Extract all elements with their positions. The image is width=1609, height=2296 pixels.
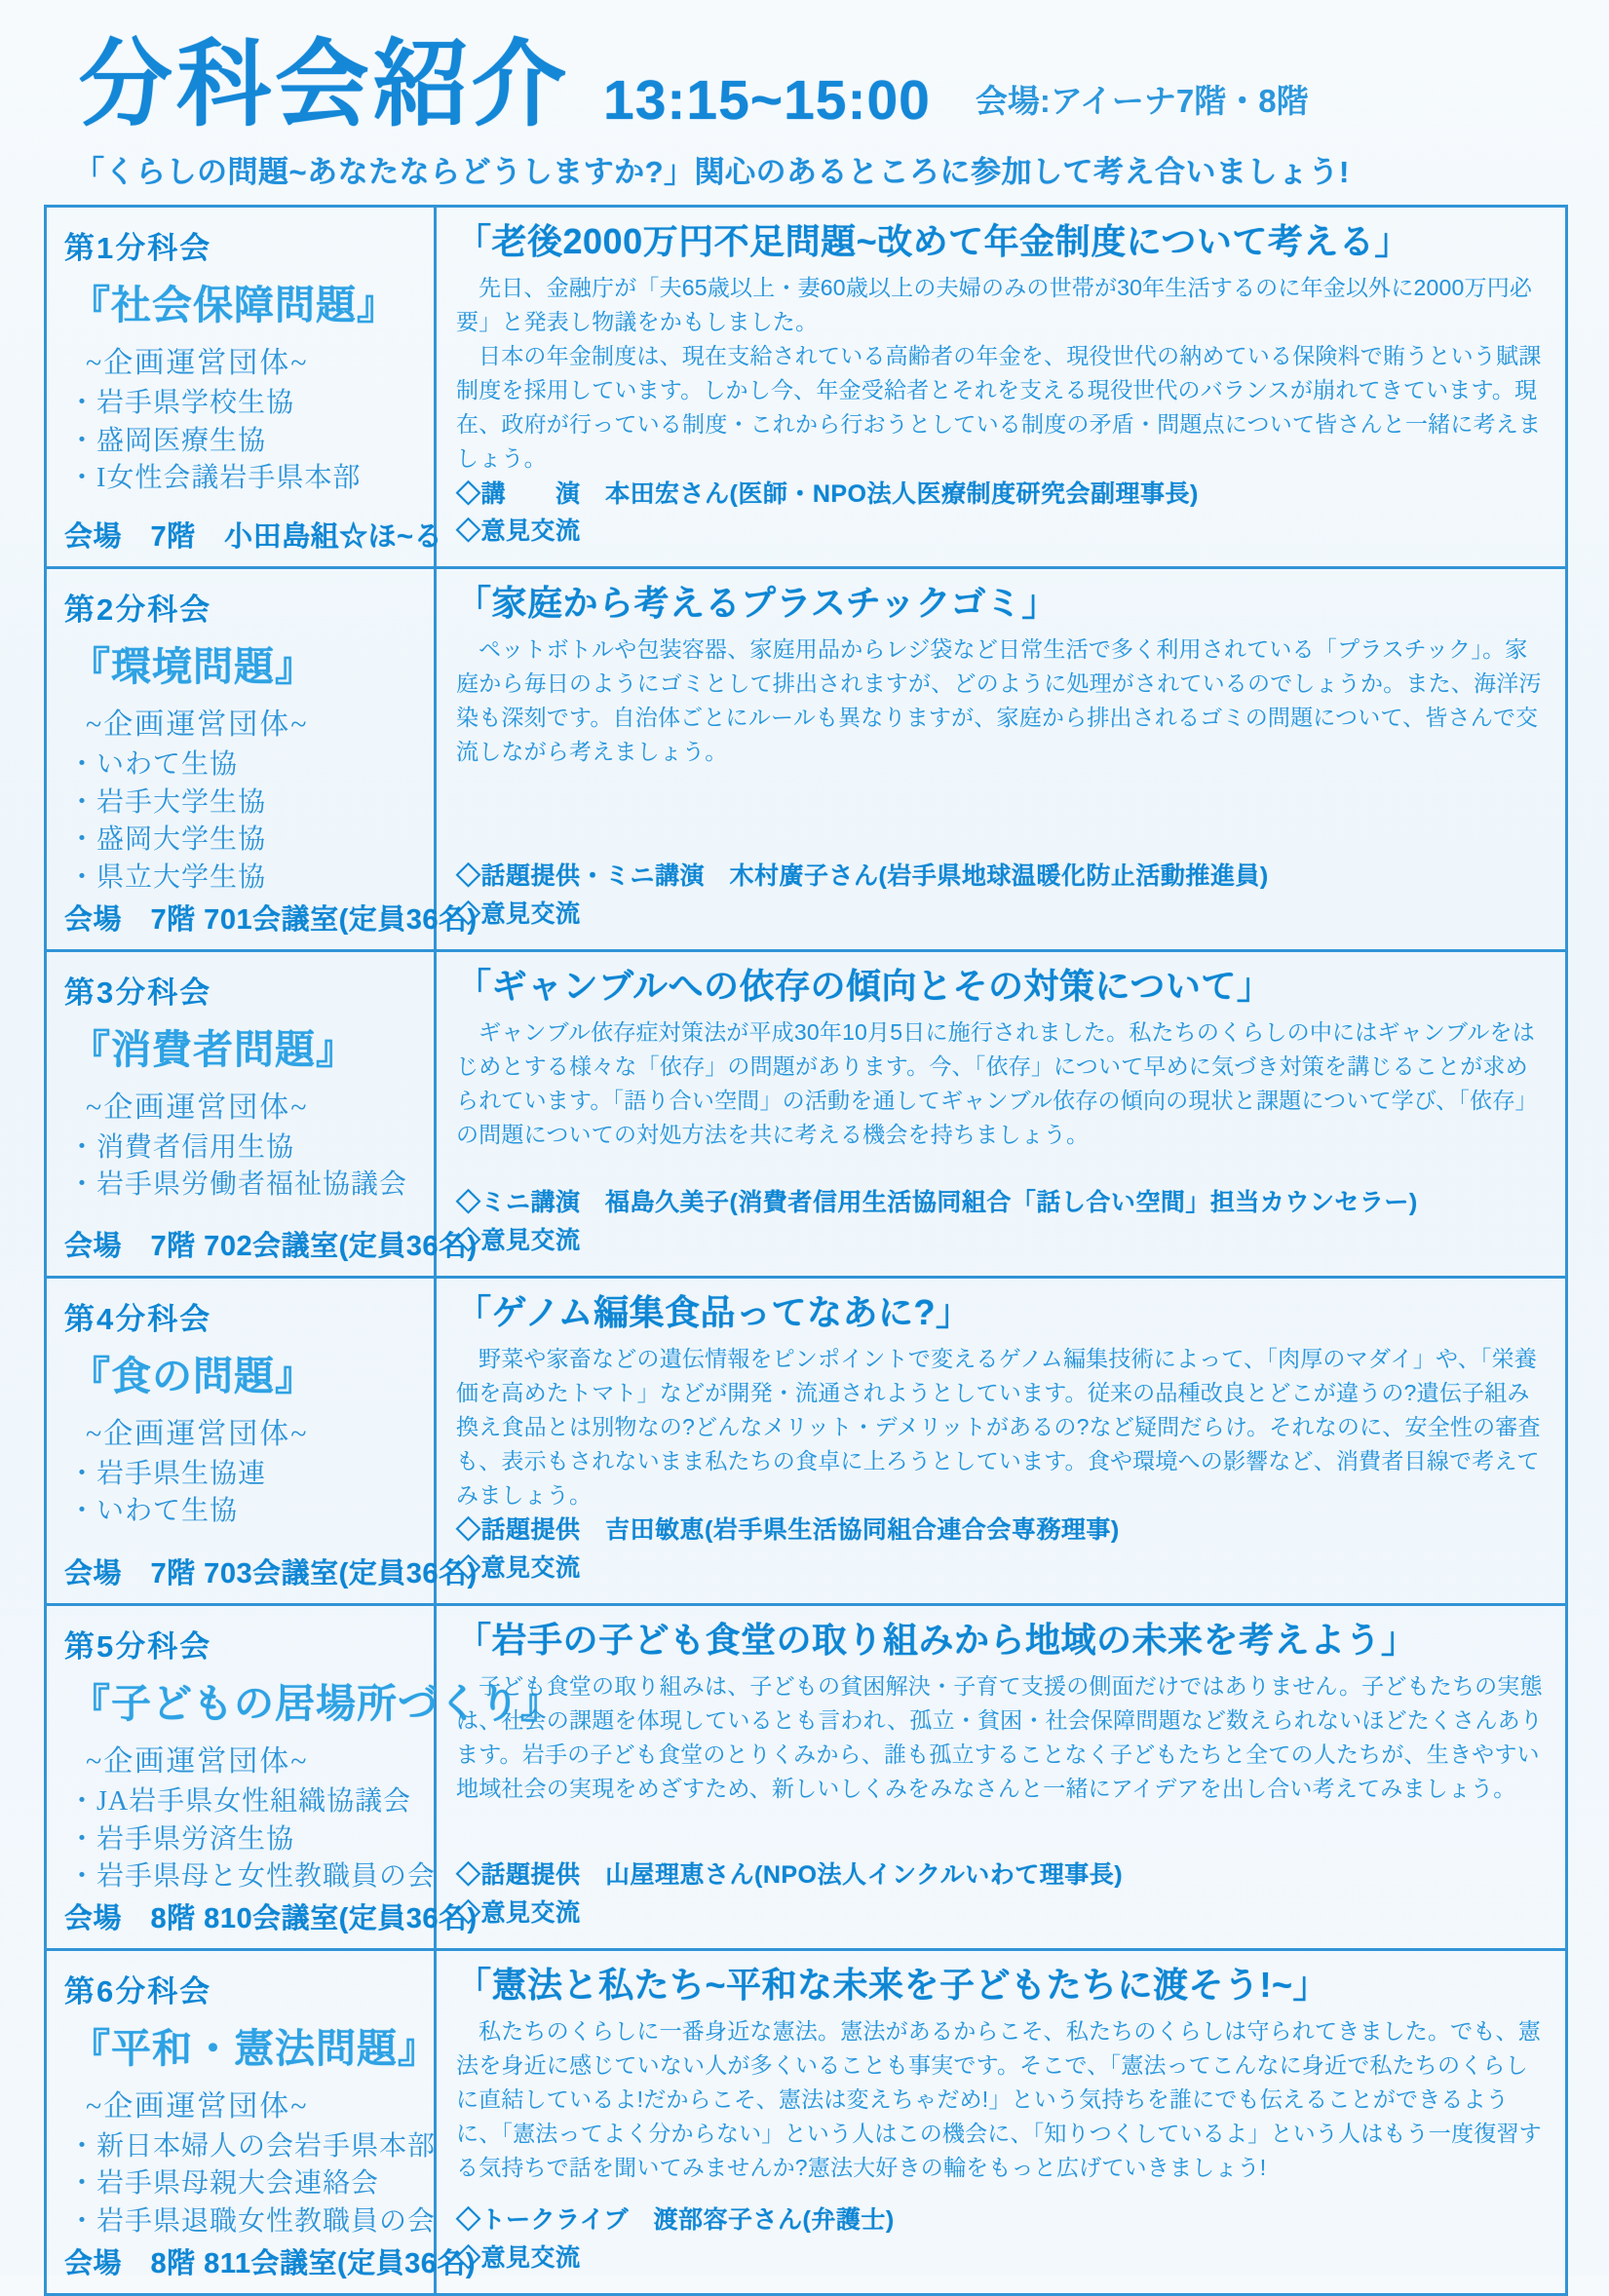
session-number: 第3分科会 bbox=[64, 975, 212, 1010]
sessions-table bbox=[44, 205, 1568, 2296]
session-title: 「家庭から考えるプラスチックゴミ」 bbox=[456, 583, 1057, 624]
venue-note: 会場:アイーナ7階・8階 bbox=[975, 82, 1309, 119]
org-item: ・いわて生協 bbox=[68, 749, 239, 781]
session-venue: 会場 8階 811会議室(定員36名) bbox=[64, 2247, 477, 2279]
session-body bbox=[456, 1015, 1544, 1152]
session-detail bbox=[437, 1279, 1565, 1603]
session-number: 第6分科会 bbox=[64, 1973, 212, 2009]
org-label: ~企画運営団体~ bbox=[86, 1091, 309, 1124]
session-topic: 『環境問題』 bbox=[70, 644, 316, 690]
program-item: ◇意見交流 bbox=[456, 517, 581, 546]
org-item: ・盛岡大学生協 bbox=[68, 824, 267, 856]
session-title: 「岩手の子ども食堂の取り組みから地域の未来を考えよう」 bbox=[456, 1619, 1417, 1660]
session-topic: 『消費者問題』 bbox=[70, 1026, 357, 1072]
session-row-3 bbox=[47, 949, 1565, 1276]
page-title: 分科会紹介 bbox=[78, 31, 570, 137]
masthead bbox=[0, 0, 1609, 137]
org-list bbox=[68, 1783, 437, 1896]
org-item: ・I女性会議岩手県本部 bbox=[68, 463, 362, 494]
program-list bbox=[456, 858, 1544, 938]
program-item: ◇講 演 本田宏さん(医師・NPO法人医療制度研究会副理事長) bbox=[456, 479, 1199, 508]
session-topic: 『食の問題』 bbox=[70, 1353, 316, 1398]
org-item: ・岩手大学生協 bbox=[68, 786, 267, 818]
program-item: ◇話題提供 山屋理恵さん(NPO法人インクルいわて理事長) bbox=[456, 1861, 1124, 1890]
program-list bbox=[456, 1184, 1544, 1264]
org-label: ~企画運営団体~ bbox=[86, 2089, 309, 2123]
session-topic: 『子どもの居場所づくり』 bbox=[70, 1680, 561, 1726]
org-item: ・新日本婦人の会岩手県本部 bbox=[68, 2130, 437, 2162]
session-detail bbox=[437, 1951, 1565, 2293]
session-number: 第1分科会 bbox=[64, 231, 212, 265]
body-paragraph: 私たちのくらしに一番身近な憲法。憲法があるからこそ、私たちのくらしは守られてきました。でも、憲法を身近に感じていない人が多くいることも事実です。そこで、「憲法ってこんなに身近で私たちのくらしに直結しているよ!だからこそ、憲法は変えちゃだめ!」という気持ちを誰にでも伝えることができるように、「憲法ってよく分からない」という人はこの機会に、「知りつくしているよ」という人はもう一度復習する気持ちで話を聞いてみませんか?憲法大好きの輪をもっと広げていきましょう! bbox=[456, 2017, 1542, 2180]
session-row-1 bbox=[47, 208, 1565, 566]
session-title: 「老後2000万円不足問題~改めて年金制度について考える」 bbox=[456, 221, 1410, 261]
program-item: ◇トークライブ 渡部容子さん(弁護士) bbox=[456, 2206, 895, 2235]
body-paragraph: 子ども食堂の取り組みは、子どもの貧困解決・子育て支援の側面だけではありません。子どもたちの実態は、社会の課題を体現しているとも言われ、孤立・貧困・社会保障問題など数えられないほどたくさんあります。岩手の子ども食堂のとりくみから、誰も孤立することなく子どもたちと全ての人たちが、生きやすい地域社会の実現をめざすため、新しいしくみをみなさんと一緒にアイデアを出し合い考えてみましょう。 bbox=[456, 1672, 1543, 1801]
org-list bbox=[68, 385, 424, 498]
org-item: ・消費者信用生協 bbox=[68, 1131, 295, 1163]
program-item: ◇話題提供・ミニ講演 木村廣子さん(岩手県地球温暖化防止活動推進員) bbox=[456, 862, 1269, 891]
program-item: ◇話題提供 吉田敏恵(岩手県生活協同組合連合会専務理事) bbox=[456, 1516, 1120, 1545]
session-row-6 bbox=[47, 1948, 1565, 2293]
body-paragraph: 日本の年金制度は、現在支給されている高齢者の年金を、現役世代の納めている保険料で賄うという賦課制度を採用しています。しかし今、年金受給者とそれを支える現役世代のバランスが崩れてきています。現在、政府が行っている制度・これから行おうとしている制度の矛盾・問題点について皆さんと一緒に考えましょう。 bbox=[456, 342, 1542, 471]
org-list bbox=[68, 1456, 424, 1531]
program-item: ◇意見交流 bbox=[456, 1554, 581, 1583]
session-number: 第4分科会 bbox=[64, 1301, 212, 1336]
org-item: ・岩手県労済生協 bbox=[68, 1823, 295, 1855]
session-venue: 会場 8階 810会議室(定員36名) bbox=[64, 1902, 478, 1934]
session-number: 第2分科会 bbox=[64, 593, 212, 628]
org-item: ・岩手県労働者福祉協議会 bbox=[68, 1169, 408, 1201]
org-list bbox=[68, 1129, 424, 1205]
session-title: 「憲法と私たち~平和な未来を子どもたちに渡そう!~」 bbox=[456, 1964, 1329, 2005]
session-detail bbox=[437, 208, 1565, 566]
session-body bbox=[456, 2014, 1544, 2185]
org-item: ・盛岡医療生協 bbox=[68, 425, 267, 456]
session-body bbox=[456, 632, 1544, 769]
session-info bbox=[47, 1279, 478, 1603]
session-body bbox=[456, 271, 1544, 476]
org-item: ・岩手県退職女性教職員の会 bbox=[68, 2206, 437, 2238]
session-row-5 bbox=[47, 1603, 1565, 1948]
program-list bbox=[456, 1512, 1544, 1591]
session-info bbox=[47, 1951, 477, 2293]
session-venue: 会場 7階 702会議室(定員36名) bbox=[64, 1230, 478, 1262]
body-paragraph: ギャンブル依存症対策法が平成30年10月5日に施行されました。私たちのくらしの中にはギャンブルをはじめとする様々な「依存」の問題があります。今、「依存」について早めに気づき対策を講じることが求められています。「語り合い空間」の活動を通してギャンブル依存の傾向の現状と課題について学び、「依存」の問題についての対処方法を共に考える機会を持ちましょう。 bbox=[456, 1018, 1538, 1147]
session-topic: 『社会保障問題』 bbox=[70, 283, 398, 327]
session-title: 「ゲノム編集食品ってなあに?」 bbox=[456, 1291, 972, 1332]
session-row-4 bbox=[47, 1276, 1565, 1603]
session-row-2 bbox=[47, 566, 1565, 949]
program-item: ◇意見交流 bbox=[456, 2243, 581, 2272]
org-label: ~企画運営団体~ bbox=[86, 347, 309, 379]
program-list bbox=[456, 476, 1544, 555]
program-item: ◇意見交流 bbox=[456, 1899, 581, 1928]
session-number: 第5分科会 bbox=[64, 1628, 212, 1664]
org-label: ~企画運営団体~ bbox=[86, 1417, 309, 1450]
program-item: ◇意見交流 bbox=[456, 899, 581, 928]
session-time: 13:15~15:00 bbox=[603, 69, 931, 133]
body-paragraph: ペットボトルや包装容器、家庭用品からレジ袋など日常生活で多く利用されている「プラスチック」。家庭から毎日のようにゴミとして排出されますが、どのように処理がされているのでしょうか。また、海洋汚染も深刻です。自治体ごとにルールも異なりますが、家庭から排出されるゴミの問題について、皆さんで交流しながら考えましょう。 bbox=[456, 636, 1542, 765]
session-topic: 『平和・憲法問題』 bbox=[70, 2025, 439, 2071]
session-detail bbox=[437, 1606, 1565, 1948]
session-venue: 会場 7階 小田島組☆ほ~る bbox=[64, 521, 443, 554]
program-item: ◇ミニ講演 福島久美子(消費者信用生活協同組合「話し合い空間」担当カウンセラー) bbox=[456, 1189, 1418, 1217]
org-item: ・いわて生協 bbox=[68, 1496, 239, 1527]
org-item: ・県立大学生協 bbox=[68, 862, 267, 894]
org-item: ・岩手県母親大会連絡会 bbox=[68, 2168, 380, 2200]
session-detail bbox=[437, 952, 1565, 1276]
session-info bbox=[47, 952, 478, 1276]
session-title: 「ギャンブルへの依存の傾向とその対策について」 bbox=[456, 965, 1273, 1006]
program-list bbox=[456, 1856, 1544, 1936]
session-info bbox=[47, 208, 443, 566]
program-item: ◇意見交流 bbox=[456, 1226, 581, 1254]
session-body bbox=[456, 1342, 1544, 1512]
org-item: ・岩手県学校生協 bbox=[68, 388, 295, 418]
org-label: ~企画運営団体~ bbox=[86, 708, 309, 742]
org-item: ・岩手県生協連 bbox=[68, 1458, 267, 1489]
body-paragraph: 野菜や家畜などの遺伝情報をピンポイントで変えるゲノム編集技術によって、「肉厚のマダイ」や、「栄養価を高めたトマト」などが開発・流通されようとしています。従来の品種改良とどこが違うの?遺伝子組み換え食品とは別物なの?どんなメリット・デメリットがあるの?など疑問だらけ。それなのに、安全性の審査も、表示もされないまま私たちの食卓に上ろうとしています。食や環境への影響など、消費者目線で考えてみましょう。 bbox=[456, 1345, 1541, 1508]
program-list bbox=[456, 2201, 1544, 2281]
org-list bbox=[68, 2128, 437, 2241]
org-label: ~企画運営団体~ bbox=[86, 1744, 309, 1778]
org-item: ・岩手県母と女性教職員の会 bbox=[68, 1861, 437, 1893]
org-item: ・JA岩手県女性組織協議会 bbox=[68, 1785, 412, 1817]
subtitle: 「くらしの問題~あなたならどうしますか?」関心のあるところに参加して考え合いましょう! bbox=[74, 155, 1350, 189]
org-list bbox=[68, 746, 424, 898]
session-venue: 会場 7階 701会議室(定員36名) bbox=[64, 903, 478, 936]
session-body bbox=[456, 1669, 1544, 1806]
body-paragraph: 先日、金融庁が「夫65歳以上・妻60歳以上の夫婦のみの世帯が30年生活するのに年金以外に2000万円必要」と発表し物議をかもしました。 bbox=[456, 275, 1533, 334]
session-venue: 会場 7階 703会議室(定員36名) bbox=[64, 1557, 478, 1589]
session-info bbox=[47, 569, 478, 949]
session-detail bbox=[437, 569, 1565, 949]
